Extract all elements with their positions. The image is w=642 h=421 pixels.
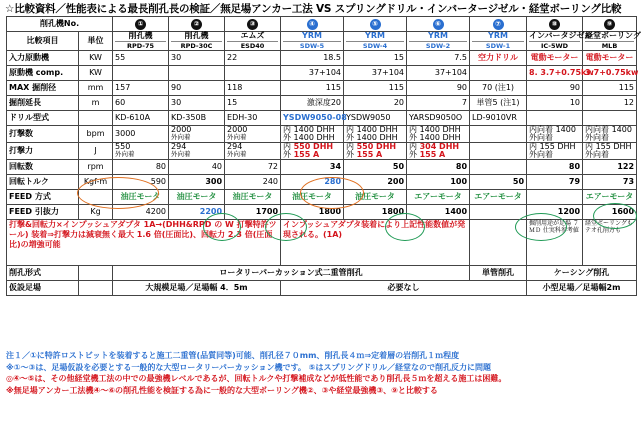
row-rotation: [7, 159, 637, 174]
row-blow-force: [7, 142, 637, 159]
table-cell: [79, 265, 113, 280]
table-cell: 37+104: [281, 65, 344, 80]
table-cell: ドリル型式: [7, 110, 79, 125]
table-cell: Kgf-m: [79, 174, 113, 189]
footnotes: [6, 350, 636, 396]
cell-text: 打撃&回転力×インプッシュアダプタ 1A→(DHH&RPD の W 打撃特許ツール) 装着⇒打撃力は減衰無く最大 1.6 倍(圧面比)、回転力 2.3 倍(圧面比)の増強可能: [9, 219, 277, 250]
cell-text: 外 1400 DHH: [283, 132, 335, 142]
table-cell: 内 1400 DHH 外 1400 DHH: [407, 125, 470, 142]
table-cell: 90: [169, 80, 225, 95]
col-no-9: [583, 17, 637, 32]
table-cell: 内 1400 DHH 外 1400 DHH: [281, 125, 344, 142]
table-cell: 入力原動機: [7, 50, 79, 65]
table-cell: 掘削延長: [7, 95, 79, 110]
cell-text: MLB: [585, 41, 634, 50]
cell-text: ⑤: [370, 19, 381, 30]
col-head-8: [527, 31, 593, 51]
table-cell: 118: [225, 80, 281, 95]
table-cell: エアーモータ: [407, 189, 470, 204]
cell-text: 内: [409, 124, 418, 134]
table-cell: エアーモータ: [583, 189, 637, 204]
table-cell: MAX 掘削径: [7, 80, 79, 95]
table-cell: [527, 219, 583, 265]
table-cell: 油圧モータ: [344, 189, 407, 204]
table-cell: 内 1400 DHH 外 1400 DHH: [344, 125, 407, 142]
cell-text: 内向着: [529, 124, 554, 134]
table-cell: 削孔形式: [7, 265, 79, 280]
table-cell: 7.5: [407, 50, 470, 65]
table-cell: [79, 189, 113, 204]
table-cell: [79, 280, 113, 295]
table-cell: 50: [470, 174, 527, 189]
table-cell: 157: [113, 80, 169, 95]
table-cell: 30: [169, 50, 225, 65]
cell-text: エムズ: [240, 31, 265, 40]
cell-text: 削孔機: [184, 31, 209, 40]
cell-text: 1400: [611, 124, 632, 134]
cell-text: 外向着: [529, 132, 554, 142]
footnote-4: ※無足場アンカー工法機④〜⑥の削孔性能を検証する為に一般的な大型ボーリング機②、③や経堂最強機③、⑨と比較する: [6, 385, 438, 395]
col-no-7: [470, 17, 527, 32]
table-cell: 240: [225, 174, 281, 189]
col-head-2: [169, 32, 225, 51]
table-cell: 激深度20: [281, 95, 344, 110]
table-cell: FEED 方式: [7, 189, 79, 204]
col-head-6: [407, 32, 470, 51]
cell-text: 155 A: [293, 149, 320, 159]
table-cell: [79, 110, 113, 125]
table-cell: 1200: [527, 204, 583, 219]
table-cell: 打撃力: [7, 142, 79, 159]
table-cell: 内 155 DHH 外向着: [583, 142, 637, 159]
table-cell: KD-610A: [113, 110, 169, 125]
table-cell: 原動機 comp.: [7, 65, 79, 80]
cell-text: ⑨: [604, 19, 615, 30]
cell-text: IC-5WD: [529, 41, 580, 50]
table-cell: 空力ドリル: [470, 50, 527, 65]
table-cell: 115: [583, 80, 637, 95]
table-cell: FEED 引抜力: [7, 204, 79, 219]
table-cell: 115: [281, 80, 344, 95]
table-cell: 15: [225, 95, 281, 110]
table-cell: 34: [281, 159, 344, 174]
row-method: [7, 265, 637, 280]
table-cell: [113, 65, 169, 80]
table-cell: KD-350B: [169, 110, 225, 125]
cell-text: 削孔機: [128, 31, 153, 40]
table-cell: YARSD9050O: [407, 110, 470, 125]
table-cell: 単管削孔: [470, 265, 527, 280]
table-cell: [527, 125, 583, 142]
cell-text: RPD-30C: [171, 41, 222, 50]
cell-text: ⑦: [493, 19, 504, 30]
cell-text: 外向着: [227, 150, 247, 159]
cell-text: 外向着: [115, 150, 135, 159]
row-feed-pull: [7, 204, 637, 219]
cell-text: YRM: [302, 31, 322, 40]
table-cell: [470, 142, 527, 159]
footnote-2: ※①〜③は、足場仮設を必要とする一般的な大型ロータリーパーカッション機です。 ⑤はスプリングドリル／経堂なので削孔反力に問題: [6, 362, 491, 372]
table-cell: 油圧モータ: [169, 189, 225, 204]
cell-text: 2000: [171, 125, 192, 135]
table-cell: 90: [527, 80, 583, 95]
compare-label: 比較項目: [7, 32, 79, 51]
cell-text: ①: [135, 19, 146, 30]
table-cell: 回転数: [7, 159, 79, 174]
table-cell: [169, 142, 225, 159]
cell-text: ⑥: [433, 19, 444, 30]
table-cell: [225, 142, 281, 159]
col-no-1: [113, 17, 169, 32]
table-cell: rpm: [79, 159, 113, 174]
table-cell: 40: [169, 159, 225, 174]
table-cell: 1600: [583, 204, 637, 219]
row-feed-type: [7, 189, 637, 204]
table-cell: 100: [407, 174, 470, 189]
table-cell: 55: [113, 50, 169, 65]
table-cell: [470, 219, 527, 265]
table-cell: 必要なし: [281, 280, 527, 295]
table-cell: 90: [407, 80, 470, 95]
cell-text: YRM: [488, 31, 508, 40]
table-cell: 7: [407, 95, 470, 110]
table-cell: 1700: [225, 204, 281, 219]
table-cell: 内 304 DHH 外 155 A: [407, 142, 470, 159]
table-cell: [113, 142, 169, 159]
cell-text: 2000: [227, 125, 248, 135]
table-cell: エアーモータ: [470, 189, 527, 204]
table-cell: [225, 65, 281, 80]
table-cell: [169, 125, 225, 142]
cell-text: RPD-75: [115, 41, 166, 50]
table-cell: 内 155 DHH 外向着: [527, 142, 583, 159]
row-max-dia: [7, 80, 637, 95]
cell-text: 外 1400 DHH: [346, 132, 398, 142]
row-dig-length: [7, 95, 637, 110]
table-cell: 300: [169, 174, 225, 189]
table-cell: 200: [344, 174, 407, 189]
table-cell: 大規模足場／足場幅 4．5m: [113, 280, 281, 295]
table-cell: 打撃数: [7, 125, 79, 142]
cell-text: インバータジゼル: [529, 31, 593, 40]
table-cell: mm: [79, 80, 113, 95]
cell-text: 155 A: [419, 149, 446, 159]
cell-text: 外向着: [585, 132, 610, 142]
table-cell: 79: [527, 174, 583, 189]
cell-text: SDW-2: [409, 41, 467, 50]
table-cell: YSDW9050-08: [281, 110, 344, 125]
cell-text: 経堂ボーリング: [585, 31, 641, 40]
table-cell: EDH-30: [225, 110, 281, 125]
row-scaffold: [7, 280, 637, 295]
table-cell: 1800: [281, 204, 344, 219]
table-cell: [583, 219, 637, 265]
col-head-3: [225, 32, 281, 51]
cell-text: 1400: [356, 124, 377, 134]
table-cell: KW: [79, 50, 113, 65]
cell-text: 内向着: [585, 124, 610, 134]
table-cell: [583, 125, 637, 142]
cell-text: 経堂ボーリングも テオ孔削方も: [585, 219, 633, 235]
col-no-3: [225, 17, 281, 32]
header-label: 削孔機No.: [7, 17, 113, 32]
col-head-5: [344, 32, 407, 51]
table-cell: 80: [113, 159, 169, 174]
cell-text: 155 DHH: [539, 141, 576, 151]
cell-text: 1400: [555, 124, 576, 134]
table-cell: [169, 65, 225, 80]
row-input-power: [7, 50, 637, 65]
table-cell: 122: [583, 159, 637, 174]
table-cell: 油圧モータ: [281, 189, 344, 204]
table-cell: bpm: [79, 125, 113, 142]
cell-text: 3000: [115, 128, 136, 138]
table-cell: 15: [344, 50, 407, 65]
table-cell: 50: [344, 159, 407, 174]
table-cell: J: [79, 142, 113, 159]
table-cell: 油圧モータ: [113, 189, 169, 204]
col-no-8: [527, 17, 583, 32]
table-cell: 20: [344, 95, 407, 110]
cell-text: ④: [307, 19, 318, 30]
header-no-row: [7, 17, 637, 32]
footnote-1: 注１／①に特許ロストビットを装着すると施工二重管(品質同等)可能、削孔径７０mm、削孔長４ｍ⇒定着層の岩削孔１ｍ程度: [6, 351, 460, 360]
footnote-3: ◎④〜⑤は、その他経堂機工法の中での最強機レベルであるが、回転トルクや打撃補成などが低性能であり削孔長５ｍを超える施工は困難。: [6, 374, 507, 384]
table-cell: [470, 125, 527, 142]
cell-text: ESD40: [227, 41, 278, 50]
cell-text: 294: [227, 142, 243, 152]
cell-text: 外 1400 DHH: [409, 132, 461, 142]
cell-text: 内: [346, 124, 355, 134]
table-cell: 280: [281, 174, 344, 189]
cell-text: 294: [171, 142, 187, 152]
cell-text: 外向着: [171, 133, 191, 142]
table-cell: [225, 125, 281, 142]
table-cell: [281, 219, 470, 265]
header-model-row: [7, 32, 637, 51]
cell-text: YRM: [428, 31, 448, 40]
table-cell: 60: [113, 95, 169, 110]
col-no-6: [407, 17, 470, 32]
table-cell: 3.7+0.75kw: [583, 65, 637, 80]
col-no-4: [281, 17, 344, 32]
cell-text: 155 A: [356, 149, 383, 159]
table-cell: 72: [225, 159, 281, 174]
cell-text: SDW-1: [472, 41, 524, 50]
table-cell: 70 (注1): [470, 80, 527, 95]
table-cell: [470, 65, 527, 80]
table-cell: 115: [344, 80, 407, 95]
col-head-7: [470, 32, 527, 51]
cell-text: 155 DHH: [595, 141, 632, 151]
unit-label: 単位: [79, 32, 113, 51]
table-cell: ロータリーパーカッション式二重管削孔: [113, 265, 470, 280]
table-cell: [113, 125, 169, 142]
table-cell: 電動モーター: [527, 50, 583, 65]
cell-text: 掘削用途が足場 ７ＭＤ 仕実科参考値: [529, 219, 579, 235]
cell-text: 550 DHH: [293, 141, 334, 151]
cell-text: インプッシュアダプタ装着により上記性能数値が発現される。(1A): [283, 219, 466, 239]
table-cell: 80: [527, 159, 583, 174]
row-torque: [7, 174, 637, 189]
cell-text: 1400: [293, 124, 314, 134]
table-cell: 10: [527, 95, 583, 110]
table-cell: 590: [113, 174, 169, 189]
table-cell: [527, 110, 583, 125]
table-cell: 内 550 DHH 外 155 A: [344, 142, 407, 159]
table-cell: 4200: [113, 204, 169, 219]
table-cell: m: [79, 95, 113, 110]
table-cell: 1800: [344, 204, 407, 219]
table-cell: 73: [583, 174, 637, 189]
cell-text: SDW-5: [283, 41, 341, 50]
table-cell: Kg: [79, 204, 113, 219]
table-cell: [7, 219, 281, 265]
cell-text: SDW-4: [346, 41, 404, 50]
cell-text: YRM: [365, 31, 385, 40]
cell-text: 1400: [419, 124, 440, 134]
table-cell: 2200: [169, 204, 225, 219]
table-cell: [470, 204, 527, 219]
table-cell: 内 550 DHH 外 155 A: [281, 142, 344, 159]
page-title: ☆比較資料／性能表による最長削孔長の検証／無足場アンカー工法 VS スプリングドリル・インバータージゼル・経堂ボーリング比較: [5, 3, 622, 15]
col-no-5: [344, 17, 407, 32]
cell-text: 外向着: [227, 133, 247, 142]
table-cell: 8. 3.7+0.75kw: [527, 65, 583, 80]
table-cell: 1400: [407, 204, 470, 219]
table-cell: 仮設足場: [7, 280, 79, 295]
table-cell: [470, 159, 527, 174]
table-cell: 37+104: [407, 65, 470, 80]
table-cell: 37+104: [344, 65, 407, 80]
col-head-9: [583, 31, 641, 51]
col-no-2: [169, 17, 225, 32]
table-cell: 80: [407, 159, 470, 174]
table-cell: 油圧モータ: [225, 189, 281, 204]
table-cell: [527, 189, 583, 204]
cell-text: 550: [115, 142, 131, 152]
cell-text: 外向着: [171, 150, 191, 159]
row-motor-comp: [7, 65, 637, 80]
col-head-4: [281, 32, 344, 51]
col-head-1: [113, 32, 169, 51]
cell-text: 外向着: [529, 149, 554, 159]
table-cell: 22: [225, 50, 281, 65]
cell-text: 外向着: [585, 149, 610, 159]
table-cell: 小型足場／足場幅2m: [527, 280, 637, 295]
cell-text: ②: [191, 19, 202, 30]
table-cell: 電動モーター: [583, 50, 637, 65]
table-cell: LD-9010VR: [470, 110, 527, 125]
table-cell: 単管5 (注1): [470, 95, 527, 110]
cell-text: 304 DHH: [419, 141, 460, 151]
table-cell: [583, 110, 637, 125]
cell-text: ⑧: [549, 19, 560, 30]
cell-text: 内: [283, 124, 292, 134]
cell-text: 550 DHH: [356, 141, 397, 151]
row-notes-inline: [7, 219, 637, 265]
comparison-table: [6, 16, 641, 296]
table-cell: 30: [169, 95, 225, 110]
table-cell: YSDW9050: [344, 110, 407, 125]
table-cell: KW: [79, 65, 113, 80]
table-cell: ケーシング削孔: [527, 265, 637, 280]
row-drill-rod: [7, 110, 637, 125]
cell-text: ③: [247, 19, 258, 30]
row-blow-count: [7, 125, 637, 142]
table-cell: 18.5: [281, 50, 344, 65]
table-cell: 回転トルク: [7, 174, 79, 189]
table-cell: 12: [583, 95, 637, 110]
